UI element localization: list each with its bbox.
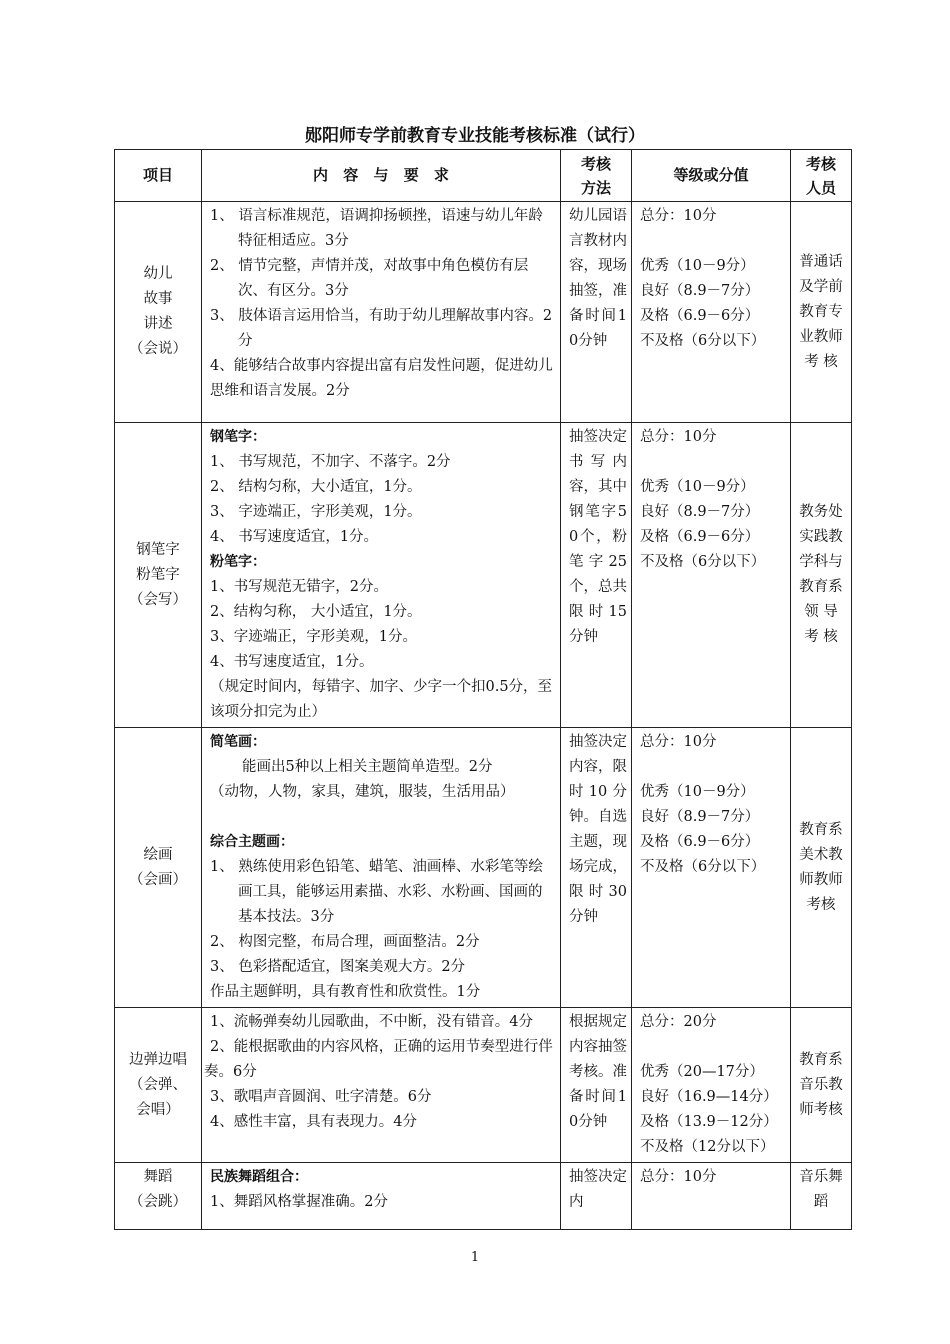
item-label: 绘画 <box>143 846 173 863</box>
requirement-text: 1、流畅弹奏幼儿园歌曲，不中断，没有错音。4分 <box>210 1014 533 1030</box>
requirement-text: 能画出5种以上相关主题简单造型。2分 <box>242 759 493 775</box>
grade-cell <box>632 202 791 423</box>
staff-cell <box>791 1008 852 1163</box>
item-label: 会唱） <box>136 1101 180 1118</box>
assessment-table <box>114 149 852 1230</box>
grade-cell <box>632 728 791 1008</box>
scoring-note: （规定时间内，每错字、加字、少字一个扣0.5分，至该项分扣完为止） <box>210 679 553 720</box>
staff-cell <box>791 423 852 728</box>
grade-level: 不及格（6分以下） <box>640 859 766 875</box>
requirement-text: 4、 书写速度适宜，1分。 <box>210 529 379 545</box>
staff-text: 教务处实践教学科与教育系领 导考 核 <box>799 504 843 645</box>
grade-level: 及格（13.9－12分） <box>640 1114 778 1130</box>
method-cell <box>561 423 632 728</box>
table-row <box>115 1163 852 1230</box>
subsection-heading: 民族舞蹈组合： <box>210 1169 308 1185</box>
table-row <box>115 1008 852 1163</box>
staff-cell <box>791 1163 852 1230</box>
requirement-text: 3、 肢体语言运用恰当，有助于幼儿理解故事内容。2分 <box>210 308 553 349</box>
staff-text: 普通话及学前教育专业教师考 核 <box>799 253 843 370</box>
method-cell <box>561 728 632 1008</box>
grade-level: 不及格（6分以下） <box>640 333 766 349</box>
staff-text: 教育系美术教师教师考核 <box>799 821 843 913</box>
requirement-text: 1、书写规范无错字，2分。 <box>210 579 388 595</box>
requirement-text: 2、结构匀称， 大小适宜，1分。 <box>210 604 422 620</box>
header-grade: 等级或分值 <box>632 150 791 202</box>
grade-cell <box>632 423 791 728</box>
requirement-text: 3、 字迹端正，字形美观，1分。 <box>210 504 422 520</box>
subsection-heading: 粉笔字： <box>210 554 266 570</box>
grade-level: 良好（16.9—14分） <box>640 1089 778 1105</box>
staff-cell <box>791 728 852 1008</box>
item-label: 讲述 <box>143 316 173 332</box>
requirement-text: 3、歌唱声音圆润、吐字清楚。6分 <box>210 1089 432 1105</box>
staff-text: 教育系音乐教师考核 <box>799 1051 843 1118</box>
item-label: 故事 <box>143 291 173 307</box>
grade-level: 良好（8.9－7分） <box>640 504 760 520</box>
item-label: （会弹、 <box>129 1076 187 1093</box>
item-label: （会写） <box>129 591 187 608</box>
grade-total: 总分：10分 <box>640 734 717 750</box>
item-label: 边弹边唱 <box>129 1051 187 1068</box>
grade-level: 不及格（12分以下） <box>640 1139 775 1155</box>
grade-cell <box>632 1008 791 1163</box>
grade-total: 总分：20分 <box>640 1014 717 1030</box>
item-label: 舞蹈 <box>143 1169 173 1185</box>
grade-total: 总分：10分 <box>640 429 717 445</box>
method-text: 抽签决定内容，限时10分钟。自选主题，现场完成，限时30分钟 <box>569 734 627 925</box>
grade-level: 优秀（20—17分） <box>640 1064 764 1080</box>
grade-level: 优秀（10－9分） <box>640 258 755 274</box>
grade-level: 及格（6.9－6分） <box>640 834 760 850</box>
item-cell <box>115 202 202 423</box>
requirement-text: 2、 结构匀称，大小适宜，1分。 <box>210 479 422 495</box>
staff-text: 音乐舞蹈 <box>799 1169 843 1210</box>
requirement-text: 3、 色彩搭配适宜，图案美观大方。2分 <box>210 959 466 975</box>
content-cell <box>202 423 561 728</box>
requirement-text: 3、字迹端正，字形美观，1分。 <box>210 629 417 645</box>
table-row <box>115 202 852 423</box>
grade-total: 总分：10分 <box>640 208 717 224</box>
item-cell <box>115 423 202 728</box>
method-cell <box>561 1163 632 1230</box>
item-cell <box>115 1008 202 1163</box>
table-header-row <box>115 150 852 202</box>
grade-level: 不及格（6分以下） <box>640 554 766 570</box>
grade-level: 及格（6.9－6分） <box>640 308 760 324</box>
item-label: 幼儿 <box>143 266 173 282</box>
item-label: 粉笔字 <box>136 566 180 583</box>
requirement-text: 2、 情节完整，声情并茂，对故事中角色模仿有层次、有区分。3分 <box>210 258 529 299</box>
method-text: 幼儿园语言教材内容，现场抽签，准备时间10分钟 <box>569 208 627 349</box>
grade-level: 良好（8.9－7分） <box>640 283 760 299</box>
grade-level: 优秀（10－9分） <box>640 479 755 495</box>
content-cell <box>202 728 561 1008</box>
item-cell <box>115 1163 202 1230</box>
item-label: 钢笔字 <box>136 541 180 558</box>
method-text: 根据规定内容抽签考核。准备时间10分钟 <box>569 1014 627 1130</box>
grade-level: 优秀（10－9分） <box>640 784 755 800</box>
page-number: 1 <box>470 1250 480 1265</box>
method-cell <box>561 1008 632 1163</box>
requirement-text: 1、 语言标准规范，语调抑扬顿挫，语速与幼儿年龄特征相适应。3分 <box>210 208 543 249</box>
requirement-text: 4、能够结合故事内容提出富有启发性问题，促进幼儿思维和语言发展。2分 <box>210 358 553 399</box>
requirement-text: 1、舞蹈风格掌握准确。2分 <box>210 1194 388 1210</box>
document-title: 郧阳师专学前教育专业技能考核标准（试行） <box>305 126 645 146</box>
item-cell <box>115 728 202 1008</box>
requirement-text: 4、感性丰富，具有表现力。4分 <box>210 1114 417 1130</box>
requirement-text: 1、 书写规范，不加字、不落字。2分 <box>210 454 451 470</box>
table-row <box>115 728 852 1008</box>
item-label: （会跳） <box>129 1194 187 1210</box>
grade-cell <box>632 1163 791 1230</box>
item-label: （会说） <box>129 341 187 357</box>
staff-cell <box>791 202 852 423</box>
requirement-text: 2、能根据歌曲的内容风格，正确的运用节奏型进行伴奏。6分 <box>204 1039 553 1080</box>
requirement-text: 作品主题鲜明，具有教育性和欣赏性。1分 <box>210 984 481 1000</box>
header-method: 考核方法 <box>561 150 632 202</box>
content-cell <box>202 1008 561 1163</box>
header-item: 项目 <box>115 150 202 202</box>
requirement-text: 2、 构图完整，布局合理，画面整洁。2分 <box>210 934 480 950</box>
method-cell <box>561 202 632 423</box>
table-row <box>115 423 852 728</box>
subsection-heading: 综合主题画： <box>210 834 294 850</box>
item-label: （会画） <box>129 871 187 888</box>
requirement-text: 1、 熟练使用彩色铅笔、蜡笔、油画棒、水彩笔等绘画工具，能够运用素描、水彩、水粉画、国画的基本技法。3分 <box>210 859 543 925</box>
method-text: 抽签决定书写内容，其中钢笔字50个，粉笔字25个，总共限时15分钟 <box>569 429 627 645</box>
content-cell <box>202 1163 561 1230</box>
subsection-heading: 钢笔字： <box>210 429 266 445</box>
requirement-text: 4、书写速度适宜，1分。 <box>210 654 374 670</box>
header-content: 内 容 与 要 求 <box>202 150 561 202</box>
method-text: 抽签决定 内 <box>569 1169 627 1210</box>
grade-level: 良好（8.9－7分） <box>640 809 760 825</box>
header-staff: 考核人员 <box>791 150 852 202</box>
content-cell <box>202 202 561 423</box>
requirement-text: （动物，人物，家具，建筑，服装，生活用品） <box>210 784 515 800</box>
grade-level: 及格（6.9－6分） <box>640 529 760 545</box>
grade-total: 总分：10分 <box>640 1169 717 1185</box>
subsection-heading: 简笔画： <box>210 734 266 750</box>
